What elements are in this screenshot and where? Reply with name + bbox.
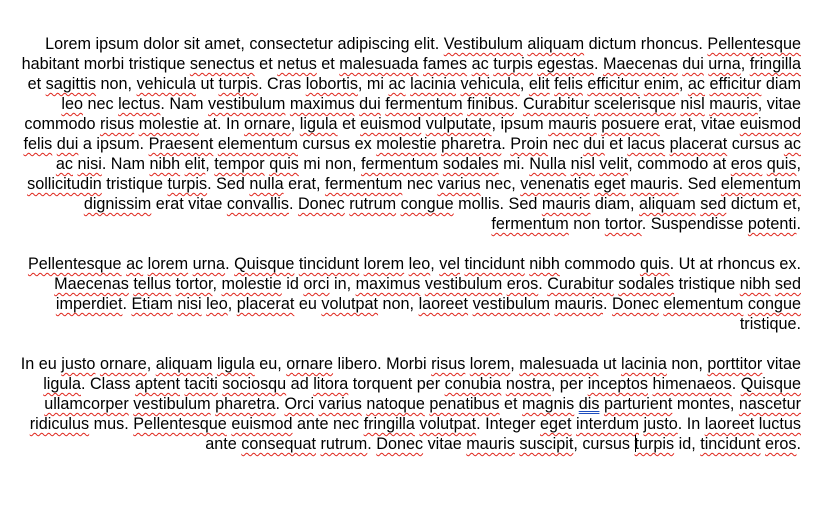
misspelled-word: tincidunt [464,255,525,273]
misspelled-word: vehicula [136,75,196,93]
misspelled-word: turpis [493,55,533,73]
misspelled-word: sociosqu [222,375,287,393]
text-run: torquent per [348,375,445,393]
misspelled-word: malesuada [339,55,419,73]
document-page[interactable] [15,34,801,474]
misspelled-word: vehicula [460,75,520,93]
misspelled-word: Quisque [740,375,801,393]
text-run: mollis. Sed [453,195,542,213]
misspelled-word: rutrum [349,195,397,213]
misspelled-word: nulla [249,175,284,193]
misspelled-word: aliquam [527,35,585,53]
misspelled-word: consequat [241,435,316,453]
misspelled-word: ornare [286,355,334,373]
misspelled-word: Nulla [529,155,567,173]
misspelled-word: dui [359,95,381,113]
misspelled-word: potenti [747,215,797,233]
misspelled-word: sed [774,275,801,293]
misspelled-word: sodales [442,155,499,173]
misspelled-word: justo [61,355,96,373]
misspelled-word: magnis [522,395,575,413]
misspelled-word: Pellentesque [133,415,227,433]
misspelled-word: Curabitur [547,275,614,293]
misspelled-word: senectus [189,55,255,73]
text-run: mus. [89,415,134,433]
misspelled-word: Vestibulum [443,35,523,53]
misspelled-word: molestie [221,275,282,293]
text-run: vitae [762,355,801,373]
text-run: . [501,135,511,153]
misspelled-word: Pellentesque [707,35,801,53]
misspelled-word: ligula [299,115,338,133]
misspelled-word: Donec [376,435,424,453]
misspelled-word: varius [437,175,481,193]
text-run: nec [402,175,438,193]
text-run: , vitae commodo [24,95,801,133]
misspelled-word: vestibulum [133,395,211,413]
text-run: . Ut at rhoncus ex. [669,255,801,273]
misspelled-word: fermentum [360,155,439,173]
text-run: nec [548,135,584,153]
misspelled-word: nascetur [738,395,801,413]
text-run: . Sed [678,175,721,193]
text-run: . Nam [160,95,209,113]
text-run: nec [82,95,119,113]
text-run: erat vitae [151,195,227,213]
misspelled-word: tellus [133,275,172,293]
misspelled-word: natoque [366,395,425,413]
misspelled-word: rutrum [320,435,368,453]
misspelled-word: lacus [627,135,666,153]
misspelled-word: netus [277,55,317,73]
misspelled-word: suscipit [519,435,574,453]
misspelled-word: convallis [226,195,289,213]
text-run: mi. [498,155,530,173]
misspelled-word: Donec [612,295,659,313]
misspelled-word: fermentum [385,95,463,113]
misspelled-word: elit [528,75,550,93]
misspelled-word: Praesent [148,135,214,153]
text-run: , [205,155,215,173]
text-run: , [146,355,156,373]
text-run: non [568,215,605,233]
misspelled-word: penatibus [429,395,500,413]
misspelled-word: vel [439,255,460,273]
misspelled-word: mauris [548,115,597,133]
misspelled-word: mauris [466,435,515,453]
misspelled-word: interdum [576,415,639,433]
text-run: . [796,215,801,233]
misspelled-word: eget [594,175,626,193]
paragraph-1[interactable] [15,34,801,234]
misspelled-word: Pellentesque [27,255,122,273]
misspelled-word: scelerisque [594,95,676,113]
misspelled-word: ligula [216,355,255,373]
text-run: tristique. [739,315,801,333]
misspelled-word: dui [56,135,79,153]
text-run: cursus ex [297,135,377,153]
text-run: vitae [423,435,467,453]
misspelled-word: taciti [184,375,218,393]
misspelled-word: mauris [541,195,591,213]
misspelled-word: volutpat [321,295,379,313]
text-run: ut [195,75,219,93]
text-run: tristique [101,175,168,193]
misspelled-word: molestie [138,115,199,133]
text-run: In eu [20,355,62,373]
text-run: et [499,395,523,413]
misspelled-word: litora [313,375,349,393]
misspelled-word: maximus [355,275,421,293]
misspelled-word: tortor [175,275,213,293]
text-run: non, [378,295,419,313]
misspelled-word: velit [599,155,629,173]
text-run: , [430,255,440,273]
misspelled-word: turpis [218,75,259,93]
misspelled-word: finibus [467,95,514,113]
misspelled-word: eros [730,155,763,173]
misspelled-word: Donec [297,195,345,213]
misspelled-word: ac [55,155,74,173]
misspelled-word: tortor [604,215,642,233]
misspelled-word: vulputate [425,115,492,133]
text-run: at. In [198,115,244,133]
misspelled-word: Orci [284,395,315,413]
misspelled-word: nibh [739,275,771,293]
misspelled-word: laoreet [418,295,469,313]
misspelled-word: nibh [149,155,181,173]
misspelled-word: tempor [214,155,265,173]
misspelled-word: elementum [663,295,744,313]
misspelled-word: pharetra [441,135,502,153]
misspelled-word: lectus [118,95,161,113]
misspelled-word: Maecenas [54,275,129,293]
text-run: eu [294,295,322,313]
text-run: , [740,55,750,73]
text-run: commodo [559,255,640,273]
misspelled-word: pharetra [215,395,276,413]
text-run: . [538,275,548,293]
misspelled-word: ac [388,75,406,93]
text-run: cursus [727,135,784,153]
misspelled-word: elementum [720,175,801,193]
misspelled-word: euismod [360,115,422,133]
misspelled-word: vestibulum [472,295,550,313]
misspelled-word: congue [400,195,454,213]
misspelled-word: mauris [709,95,758,113]
misspelled-word: risus [100,115,135,133]
text-run: . [796,435,801,453]
misspelled-word: lacinia [410,75,457,93]
misspelled-word: efficitur [587,75,640,93]
text-run: ante nec [292,415,364,433]
text-run: eu, [254,355,287,373]
misspelled-word: ligula [43,375,81,393]
text-run: , [212,275,222,293]
misspelled-word: volutpat [419,415,477,433]
text-run: , cursus [573,435,635,453]
misspelled-word: fringilla [749,55,801,73]
misspelled-word: ac [783,135,801,153]
text-run: et [316,55,340,73]
misspelled-word: aptent [134,375,180,393]
text-run: , [678,75,688,93]
text-run: non, [96,75,137,93]
misspelled-word: ullamcorper [44,395,129,413]
text-run: dictum rhoncus. [584,35,708,53]
text-run: . In [677,415,705,433]
misspelled-word: porttitor [707,355,763,373]
paragraph-3[interactable] [15,354,801,454]
misspelled-word: turpis [634,435,675,453]
misspelled-word: placerat [669,135,728,153]
misspelled-word: nibh [529,255,560,273]
misspelled-word: aliquam [639,195,696,213]
misspelled-word: fermentum [491,215,569,233]
misspelled-word: urna [192,255,226,273]
misspelled-word: malesuada [519,355,599,373]
misspelled-word: orci [303,275,330,293]
grammar-flagged-word: dis [578,395,600,413]
misspelled-word: himenaeos [652,375,732,393]
text-run: diam, [590,195,640,213]
text-run: id [281,275,304,293]
text-run: . [513,95,523,113]
misspelled-word: fames [423,55,468,73]
misspelled-word: eros [765,435,797,453]
misspelled-word: dignissim [83,195,152,213]
misspelled-word: elementum [217,135,298,153]
misspelled-word: varius [318,395,362,413]
misspelled-word: sagittis [45,75,97,93]
text-run: montes, [672,395,739,413]
misspelled-word: ornare [243,115,291,133]
text-run: dictum et, [726,195,801,213]
text-run: mi non, [298,155,361,173]
text-run: . [731,375,741,393]
misspelled-word: maximus [289,95,355,113]
misspelled-word: posuere [601,115,660,133]
misspelled-word: lobortis [305,75,358,93]
text-run: Lorem ipsum dolor sit amet, consectetur adipiscing elit. [45,35,444,53]
misspelled-word: ridiculus [29,415,90,433]
misspelled-word: parturient [603,395,673,413]
text-run: , per [550,375,588,393]
misspelled-word: ornare [99,355,147,373]
text-run: . Integer [476,415,540,433]
text-run: id, [674,435,701,453]
misspelled-word: urna [708,55,741,73]
text-run: , [510,355,520,373]
misspelled-word: efficitur [709,75,762,93]
text-run: . Suspendisse [641,215,748,233]
text-run: erat, [283,175,325,193]
text-run: . [288,195,298,213]
misspelled-word: quis [269,155,299,173]
misspelled-word: lorem [147,255,189,273]
misspelled-word: ac [471,55,489,73]
misspelled-word: luctus [758,415,801,433]
text-run: ut [598,355,621,373]
misspelled-word: placerat [236,295,295,313]
text-run: . [594,55,603,73]
misspelled-word: Proin [510,135,549,153]
misspelled-word: lorem [469,355,511,373]
misspelled-word: tincidunt [700,435,761,453]
misspelled-word: Maecenas [603,55,678,73]
misspelled-word: ac [687,75,706,93]
misspelled-word: aliquam [155,355,213,373]
misspelled-word: euismod [231,415,293,433]
text-run: diam [761,75,801,93]
misspelled-word: leo [61,95,83,113]
misspelled-word: nisl [680,95,705,113]
misspelled-word: egestas [537,55,594,73]
text-run: , [796,155,801,173]
misspelled-word: conubia [444,375,502,393]
misspelled-word: mauris [554,295,604,313]
misspelled-word: inceptos [587,375,648,393]
text-run: . [275,395,285,413]
text-run: . [603,295,613,313]
text-run: , ipsum [491,115,549,133]
misspelled-word: tincidunt [298,255,360,273]
text-run: , commodo at [628,155,731,173]
misspelled-word: eget [540,415,572,433]
misspelled-word: fringilla [363,415,415,433]
text-run: ad [286,375,314,393]
text-run: , [290,115,300,133]
text-run: non, [666,355,708,373]
misspelled-word: risus [431,355,466,373]
text-run: . [225,255,235,273]
misspelled-word: nostra [505,375,551,393]
text-run: . Sed [207,175,250,193]
misspelled-word: enim [643,75,679,93]
paragraph-2[interactable] [15,254,801,334]
text-run: , [227,295,237,313]
text-run: . [367,435,377,453]
misspelled-word: sed [700,195,727,213]
text-run: et [604,135,628,153]
misspelled-word: dui [583,135,605,153]
misspelled-word: leo [408,255,431,273]
text-run: et [254,55,278,73]
misspelled-word: mauris [630,175,679,193]
misspelled-word: nisl [570,155,595,173]
text-run: ante [205,435,242,453]
misspelled-word: imperdiet [55,295,123,313]
misspelled-word: lorem [363,255,405,273]
text-run: tristique [674,275,740,293]
misspelled-word: quis [766,155,797,173]
misspelled-word: quis [639,255,670,273]
misspelled-word: dui [682,55,704,73]
text-run: , [519,75,529,93]
text-run: , mi [357,75,389,93]
misspelled-word: turpis [167,175,208,193]
misspelled-word: lacinia [620,355,667,373]
text-run: . Nam [101,155,150,173]
text-run: habitant morbi tristique [21,55,190,73]
misspelled-word: elit [184,155,206,173]
misspelled-word: nisi [177,295,202,313]
text-run: . Class [81,375,135,393]
misspelled-word: Quisque [234,255,295,273]
text-run: . Cras [258,75,306,93]
misspelled-word: nisi [77,155,102,173]
misspelled-word: congue [747,295,801,313]
text-run: erat, vitae [659,115,740,133]
text-run: . [122,295,132,313]
misspelled-word: ac [126,255,144,273]
text-run: in, [329,275,356,293]
misspelled-word: fermentum [324,175,403,193]
misspelled-word: vestibulum [208,95,286,113]
text-run: libero. Morbi [333,355,432,373]
misspelled-word: Etiam [131,295,173,313]
misspelled-word: felis [554,75,583,93]
misspelled-word: laoreet [704,415,755,433]
misspelled-word: eros [506,275,539,293]
misspelled-word: felis [23,135,53,153]
misspelled-word: euismod [739,115,801,133]
text-run: nec, [480,175,521,193]
misspelled-word: sollicitudin [27,175,102,193]
text-run: a ipsum. [78,135,149,153]
misspelled-word: molestie [376,135,437,153]
misspelled-word: justo [643,415,678,433]
misspelled-word: sodales [618,275,675,293]
misspelled-word: Curabitur [522,95,590,113]
text-run: et [27,75,46,93]
misspelled-word: vestibulum [424,275,503,293]
text-run: et [337,115,361,133]
misspelled-word: leo [206,295,228,313]
misspelled-word: venenatis [520,175,590,193]
